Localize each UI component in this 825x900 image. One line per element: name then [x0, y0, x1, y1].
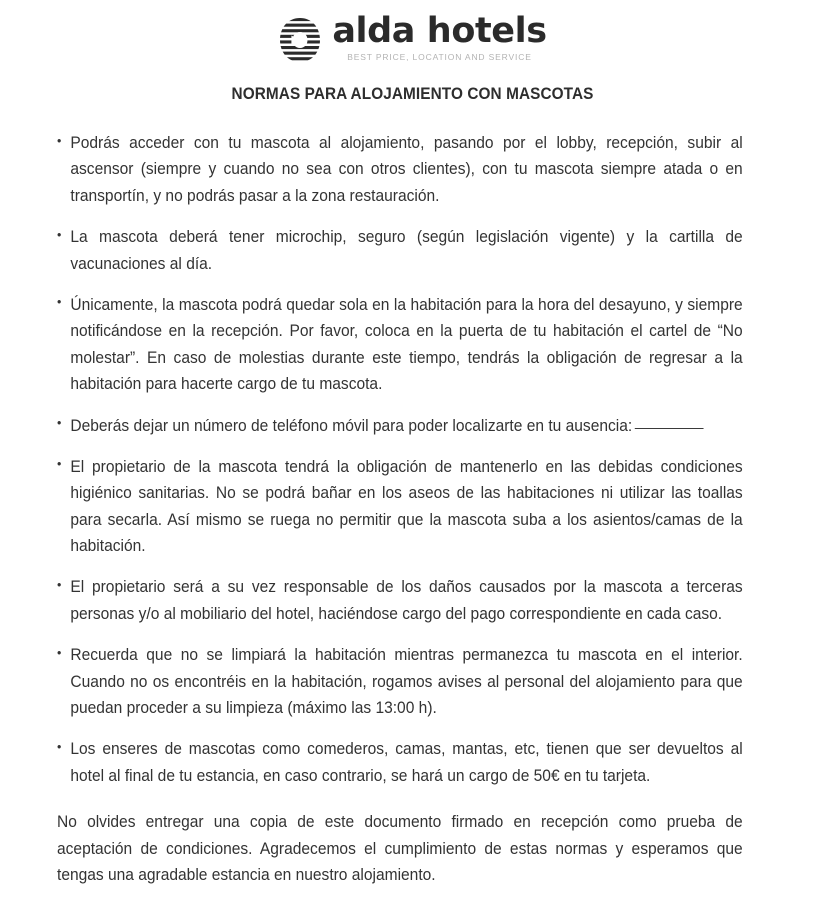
alda-circle-stripes-icon [278, 17, 322, 63]
rule-text: Únicamente, la mascota podrá quedar sola en la habitación para la hora del desayuno, y siempre notificándose en la recepción. Por favor, coloca en la puerta de tu habitación el cartel de “No molestar”. En caso de molestias durante este tiempo, tendrás la obligación de regresar a la habitación para hacerte cargo de tu mascota. [70, 295, 743, 394]
rules-list [57, 130, 775, 789]
logo-wordmark: alda hotels [332, 11, 547, 51]
rule-item [57, 224, 743, 277]
rule-item [57, 413, 743, 439]
rule-item [57, 642, 743, 721]
document-header [0, 0, 825, 63]
document-body [0, 104, 825, 888]
logo-text-block [332, 11, 547, 62]
phone-number-blank[interactable] [635, 428, 704, 429]
rule-item [57, 454, 743, 560]
rule-text: El propietario será a su vez responsable de los daños causados por la mascota a terceras personas y/o al mobiliario del hotel, haciéndose cargo del pago correspondiente en cada caso. [70, 578, 743, 623]
page-title: NORMAS PARA ALOJAMIENTO CON MASCOTAS [231, 85, 594, 103]
rule-text: Podrás acceder con tu mascota al alojamiento, pasando por el lobby, recepción, subir al ascensor (siempre y cuando no sea con otros clientes), con tu mascota siempre atada o en transportín, y no podrás pasar a la zona restauración. [70, 134, 743, 205]
rule-item [57, 292, 743, 398]
rule-item [57, 736, 743, 789]
rule-text: La mascota deberá tener microchip, seguro (según legislación vigente) y la cartilla de vacunaciones al día. [70, 228, 743, 273]
rule-text: Recuerda que no se limpiará la habitación mientras permanezca tu mascota en el interior. Cuando no os encontréis en la habitación, rogamos avises al personal del alojamiento para que puedan proceder a su limpieza (máximo las 13:00 h). [70, 646, 743, 718]
rule-text: Los enseres de mascotas como comederos, camas, mantas, etc, tienen que ser devueltos al hotel al final de tu estancia, en caso contrario, se hará un cargo de 50€ en tu tarjeta. [70, 740, 743, 785]
closing-paragraph: No olvides entregar una copia de este documento firmado en recepción como prueba de aceptación de condiciones. Agradecemos el cumplimiento de estas normas y esperamos que tengas una agradable estancia en nuestro alojamiento. [57, 813, 743, 884]
rule-item [57, 130, 743, 209]
alda-hotels-logo [278, 11, 547, 63]
rule-text: Deberás dejar un número de teléfono móvil para poder localizarte en tu ausencia: [70, 416, 633, 435]
rule-text: El propietario de la mascota tendrá la obligación de mantenerlo en las debidas condiciones higiénico sanitarias. No se podrá bañar en los aseos de las habitaciones ni utilizar las toallas para secarla. Así mismo se ruega no permitir que la mascota suba a los asientos/camas de la habitación. [70, 457, 743, 556]
rule-item [57, 574, 743, 627]
logo-tagline: BEST PRICE, LOCATION AND SERVICE [347, 51, 532, 62]
